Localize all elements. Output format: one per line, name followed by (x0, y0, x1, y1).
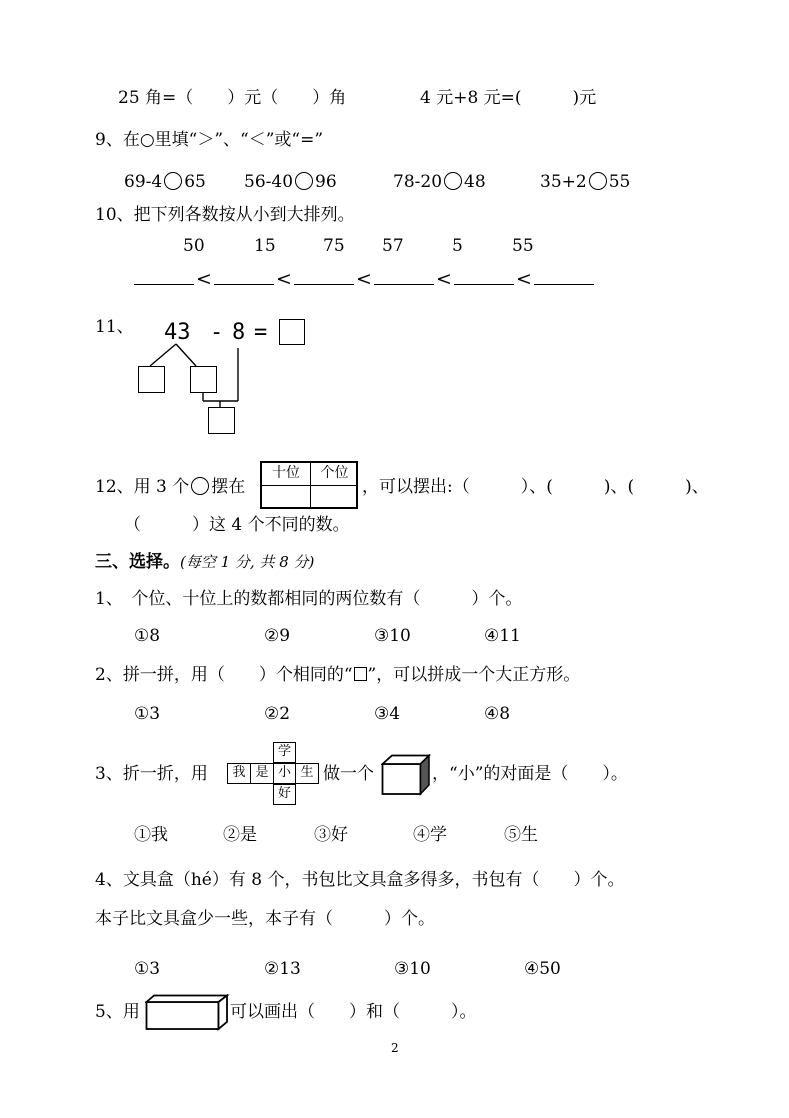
c4-line1: 4、文具盒（hé）有 8 个，书包比文具盒多得多，书包有（ ）个。 (95, 870, 625, 890)
answer-blank[interactable] (214, 268, 274, 285)
c1-question: 1、 个位、十位上的数都相同的两位数有（ ）个。 (95, 589, 523, 609)
q11-minus-sign: - (210, 320, 224, 345)
c2-option[interactable]: ④8 (484, 704, 511, 724)
fill-blank-yuan-sum: 4 元+8 元=( )元 (420, 88, 597, 108)
q9-item-3 (393, 171, 486, 193)
q11-subtrahend: 8 (232, 320, 246, 345)
c4-option[interactable]: ②13 (264, 959, 301, 979)
c2-text-b: ”，可以拼成一个大正方形。 (367, 665, 581, 685)
q10-number: 5 (452, 236, 463, 256)
c1-option[interactable]: ①8 (134, 626, 161, 646)
answer-blank[interactable] (374, 268, 434, 285)
q11-minuend: 43 (164, 320, 191, 345)
c3-option[interactable]: ①我 (134, 825, 168, 845)
q10-number: 75 (323, 236, 345, 256)
q10-number: 55 (512, 236, 534, 256)
fill-blank-yuan-jiao: 25 角=（ ）元（ ）角 (118, 88, 347, 108)
q11-split-box[interactable] (190, 366, 217, 393)
c5-text-a: 5、用 (95, 1002, 140, 1022)
c3-option[interactable]: ④学 (413, 825, 447, 845)
c1-option[interactable]: ④11 (484, 626, 521, 646)
square-icon (354, 667, 367, 681)
section-3-title: 三、选择。 (95, 552, 180, 572)
q9-item-4-left: 35+2 (540, 172, 587, 192)
less-than-sign: < (436, 268, 452, 290)
bead-circle-icon (191, 477, 209, 495)
q9-item-4-right: 55 (608, 172, 631, 192)
c2-text-a: 2、拼一拼，用（ ）个相同的“ (95, 665, 353, 685)
cube-icon (381, 754, 431, 796)
compare-circle-icon[interactable] (444, 172, 462, 190)
less-than-sign: < (196, 268, 212, 290)
c3-text-a: 3、折一折，用 (95, 764, 208, 784)
page-number: 2 (391, 1041, 399, 1055)
answer-blank[interactable] (534, 268, 594, 285)
q9-item-1-right: 65 (184, 172, 206, 192)
compare-circle-icon[interactable] (295, 172, 313, 190)
c4-option[interactable]: ①3 (134, 959, 161, 979)
less-than-sign: < (516, 268, 532, 290)
q10-number: 50 (183, 236, 205, 256)
cube-net-face-center: 小 (273, 763, 296, 784)
cuboid-icon (145, 994, 231, 1032)
q12-line2: （ ）这 4 个不同的数。 (124, 515, 350, 535)
q9-item-2-right: 96 (315, 172, 337, 192)
c4-option[interactable]: ③10 (394, 959, 431, 979)
less-than-sign: < (356, 268, 372, 290)
c1-option[interactable]: ②9 (264, 626, 291, 646)
c4-option[interactable]: ④50 (524, 959, 561, 979)
section-3-note: (每空 1 分, 共 8 分) (180, 553, 315, 571)
c5-text-b: 可以画出（ ）和（ ）。 (230, 1002, 477, 1022)
cube-net-face-bottom: 好 (273, 784, 296, 805)
c4-line2: 本子比文具盒少一些，本子有（ ）个。 (95, 909, 435, 929)
answer-blank[interactable] (294, 268, 354, 285)
q11-number: 11、 (95, 317, 134, 337)
q9-item-3-left: 78-20 (393, 172, 443, 192)
q9-item-1 (124, 171, 206, 193)
q9-item-2 (244, 171, 337, 193)
q9-item-2-left: 56-40 (244, 172, 294, 192)
c3-option[interactable]: ③好 (314, 825, 348, 845)
q11-equals-sign: = (254, 320, 268, 345)
q9-item-3-right: 48 (464, 172, 486, 192)
q10-title: 10、把下列各数按从小到大排列。 (95, 205, 355, 225)
tens-column-header: 十位 (262, 463, 311, 485)
cube-net-face: 生 (295, 763, 319, 784)
section-3-heading (95, 551, 314, 573)
q12-prefix: 12、用 3 个 (95, 477, 190, 497)
c3-option[interactable]: ⑤生 (504, 825, 538, 845)
q12-answers: ，可以摆出:（ ）、( )、( )、 (362, 477, 709, 497)
table-divider (310, 485, 311, 507)
cube-net-face: 是 (250, 763, 274, 784)
c3-text-b: 做一个 (323, 764, 374, 784)
q10-number: 57 (382, 236, 404, 256)
c3-option[interactable]: ②是 (223, 825, 257, 845)
cube-net-face: 我 (227, 763, 251, 784)
c2-question (95, 664, 580, 686)
compare-circle-icon[interactable] (164, 172, 182, 190)
cube-net-face-top: 学 (273, 742, 296, 763)
q12-line1 (95, 476, 245, 498)
c3-text-c: ，“小”的对面是（ ）。 (432, 764, 628, 784)
place-value-table (260, 461, 358, 509)
c1-option[interactable]: ③10 (374, 626, 411, 646)
q11-split-box[interactable] (138, 366, 165, 393)
compare-circle-icon[interactable] (589, 172, 607, 190)
q9-title: 9、在○里填“＞”、“＜”或“=” (95, 130, 324, 150)
c2-option[interactable]: ②2 (264, 704, 291, 724)
less-than-sign: < (276, 268, 292, 290)
ones-column-header: 个位 (320, 465, 349, 481)
c2-option[interactable]: ①3 (134, 704, 161, 724)
q10-number: 15 (254, 236, 276, 256)
q11-answer-box[interactable] (279, 319, 305, 345)
q9-item-4 (540, 171, 630, 193)
q10-order-blanks (134, 268, 594, 290)
answer-blank[interactable] (134, 268, 194, 285)
answer-blank[interactable] (454, 268, 514, 285)
table-divider (262, 485, 356, 486)
q9-item-1-left: 69-4 (124, 172, 163, 192)
q11-result-box[interactable] (208, 407, 235, 434)
c2-option[interactable]: ③4 (374, 704, 401, 724)
q12-mid: 摆在 (211, 477, 246, 497)
